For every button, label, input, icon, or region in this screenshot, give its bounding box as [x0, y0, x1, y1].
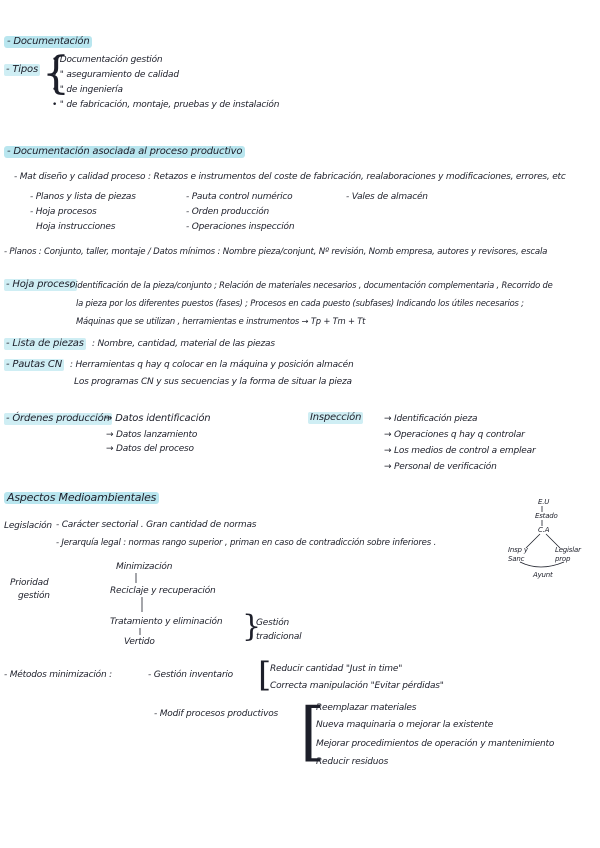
list-item: Mejorar procedimientos de operación y mantenimiento	[316, 739, 555, 749]
diagram-eu: E.U	[538, 498, 550, 506]
label-gestion-tradicional: tradicional	[256, 632, 302, 642]
list-item: • " de ingeniería	[52, 85, 123, 95]
list-item: → Operaciones q hay q controlar	[384, 430, 525, 440]
list-item: • " de fabricación, montaje, pruebas y de instalación	[52, 100, 280, 110]
list-item: → Identificación pieza	[384, 414, 478, 424]
brace: {	[42, 48, 70, 99]
section-title-proceso-productivo: - Documentación asociada al proceso productivo	[4, 146, 245, 158]
list-item: - Planos y lista de piezas	[30, 192, 136, 202]
list-item: → Personal de verificación	[384, 462, 497, 472]
arrow-line	[520, 562, 564, 567]
list-item: - Operaciones inspección	[186, 222, 295, 232]
label-pautas-cn: - Pautas CN	[6, 359, 62, 370]
label-metodos: - Métodos minimización :	[4, 670, 112, 680]
section-title-documentacion: - Documentación	[4, 36, 92, 48]
arrow-line	[526, 534, 540, 548]
list-item: - Orden producción	[186, 207, 270, 217]
brace: [	[300, 695, 325, 769]
chain-step: Reciclaje y recuperación	[110, 586, 216, 596]
list-item: → Datos lanzamiento	[106, 430, 198, 440]
legis-line: - Carácter sectorial . Gran cantidad de normas	[56, 520, 257, 530]
list-item: → Datos identificación	[104, 413, 211, 424]
label-hoja-proceso: - Hoja proceso	[6, 279, 76, 290]
brace: [	[258, 655, 272, 695]
list-item: Reemplazar materiales	[316, 703, 417, 713]
list-item: → Los medios de control a emplear	[384, 446, 536, 456]
label-gestion-inventario: - Gestión inventario	[148, 670, 233, 680]
section-title-medioambientales: Aspectos Medioambientales	[4, 492, 159, 504]
list-item: - Hoja procesos	[30, 207, 97, 217]
diagram-legislar: Legislar prop	[555, 546, 581, 563]
label-prioridad: Prioridad	[10, 578, 49, 588]
diagram-insp: Insp y Sanc	[508, 546, 528, 563]
mat-diseno-line: - Mat diseño y calidad proceso : Retazos e instrumentos del coste de fabricación, realaboraciones y modificaciones, errores, etc	[14, 172, 566, 182]
list-item: Hoja instrucciones	[36, 222, 116, 232]
brace: }	[242, 609, 261, 644]
label-modif-procesos: - Modif procesos productivos	[154, 709, 279, 719]
diagram-estado: Estado	[535, 512, 558, 520]
list-item: Reducir residuos	[316, 757, 389, 767]
chain-step: Vertido	[124, 637, 155, 647]
label-gestion-tradicional: Gestión	[256, 618, 290, 628]
chain-step: Tratamiento y eliminación	[110, 617, 223, 627]
list-item: → Datos del proceso	[106, 444, 194, 454]
label-legislacion: Legislación	[4, 521, 52, 531]
diagram-ca: C.A	[538, 526, 550, 534]
arrow-line	[546, 534, 560, 548]
list-item: Correcta manipulación "Evitar pérdidas"	[270, 681, 444, 691]
list-item: - Pauta control numérico	[186, 192, 293, 202]
pautas-line: : Herramientas q hay q colocar en la máquina y posición almacén	[70, 360, 354, 370]
list-item: • Documentación gestión	[52, 55, 163, 65]
planos-line: - Planos : Conjunto, taller, montaje / Datos mínimos : Nombre pieza/conjunt, Nº revisión, Nomb empresa, autores y revisores, escala	[4, 247, 548, 257]
legis-line: - Jerarquía legal : normas rango superior , priman en caso de contradicción sobre inferiores .	[56, 538, 437, 548]
hoja-line: la pieza por los diferentes puestos (fases) ; Procesos en cada puesto (subfases) Indicando los útiles necesarios ;	[76, 298, 524, 308]
hoja-line: Máquinas que se utilizan , herramientas e instrumentos → Tp + Tm + Tt	[76, 316, 366, 326]
label-ordenes-produccion: - Órdenes producción	[6, 413, 110, 424]
list-item: Reducir cantidad "Just in time"	[270, 664, 403, 674]
chain-step: Minimización	[116, 562, 173, 572]
label-inspeccion: Inspección	[310, 412, 362, 423]
label-lista-piezas: - Lista de piezas	[6, 338, 84, 349]
label-gestion: gestión	[18, 591, 50, 601]
list-item: • " aseguramiento de calidad	[52, 70, 179, 80]
list-item: - Vales de almacén	[346, 192, 428, 202]
diagram-ayunt: Ayunt	[533, 571, 553, 579]
list-item: Nueva maquinaria o mejorar la existente	[316, 720, 494, 730]
label-tipos: - Tipos	[6, 64, 38, 75]
pautas-line: Los programas CN y sus secuencias y la forma de situar la pieza	[74, 377, 352, 387]
hoja-line: : identificación de la pieza/conjunto ; Relación de materiales necesarios , documentación complementaria , Recorrido de	[70, 280, 553, 290]
lista-text: : Nombre, cantidad, material de las piezas	[92, 339, 275, 349]
